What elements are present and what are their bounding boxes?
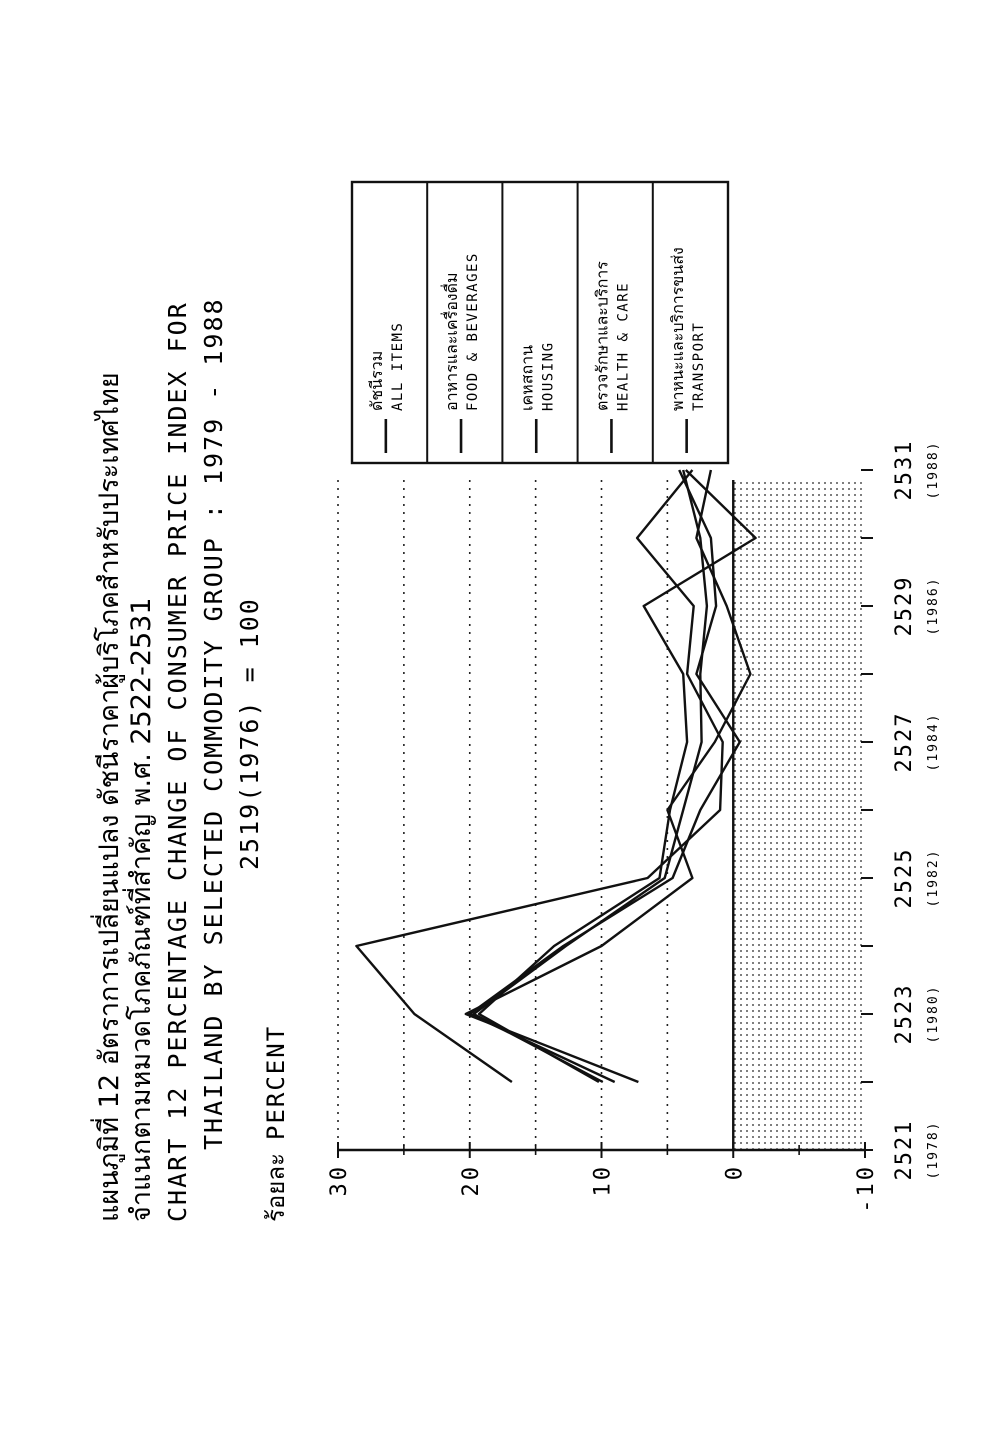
year-tick-sublabel: (1980) [926,984,941,1044]
series-line-all-items [474,470,707,1082]
year-tick-sublabel: (1984) [926,712,941,772]
year-tick-sublabel: (1988) [926,440,941,500]
value-tick-label: 10 [590,1164,616,1197]
legend-label: ALL ITEMS [390,321,406,411]
series-line-health-care [466,470,751,1082]
legend-label-thai: ดัชนีรวม [367,350,386,411]
legend-label-thai: เคหสถาน [517,344,537,411]
legend-label: TRANSPORT [690,321,707,411]
negative-region-shading [733,482,865,1150]
legend-label-thai: พาหนะและบริการขนส่ง [667,247,687,411]
title-en-line2: THAILAND BY SELECTED COMMODITY GROUP : 1979 - 1988 [199,297,228,1150]
legend-label-thai: อาหารและเครื่องดื่ม [442,272,462,411]
year-tick-label: 2523 [892,983,917,1045]
series-line-transport [479,470,756,1082]
legend [352,182,728,463]
year-tick-label: 2531 [892,439,917,501]
legend-label: FOOD & BEVERAGES [465,252,482,411]
year-tick-sublabel: (1982) [926,848,941,908]
legend-label: HOUSING [540,341,557,411]
year-tick-sublabel: (1978) [926,1120,941,1180]
legend-label-thai: ตรวจรักษาและบริการ [592,261,612,411]
title-base-line: 2519(1976) = 100 [235,597,264,870]
series-line-food-beverages [470,470,740,1082]
title-thai-line1: แผนภูมิที่ 12 อัตราการเปลี่ยนแปลง ดัชนีราคาผู้บริโภคสำหรับประเทศไทย [94,372,125,1222]
legend-label: HEALTH & CARE [615,281,632,411]
year-tick-label: 2521 [892,1119,917,1181]
series-lines [356,470,755,1082]
year-tick-sublabel: (1986) [926,576,941,636]
year-tick-label: 2527 [892,711,917,773]
y-axis-label-thai: ร้อยละ [262,1153,290,1222]
value-tick-label: 30 [327,1164,352,1197]
y-axis-label [262,1025,290,1222]
y-axis-label-en: PERCENT [262,1024,290,1140]
title-en-line1: CHART 12 PERCENTAGE CHANGE OF CONSUMER PRICE INDEX FOR [163,301,192,1222]
year-tick-label: 2525 [892,847,917,909]
grid [338,480,667,1150]
value-tick-label: 20 [458,1164,484,1197]
title-thai-line2: จำแนกตามหมวดโภคภัณฑ์ที่สำคัญ พ.ศ. 2522-2531 [126,597,157,1222]
title-block [90,297,264,1222]
value-tick-label: 0 [722,1164,748,1181]
value-tick-label: -10 [854,1164,879,1213]
year-tick-label: 2529 [892,575,917,637]
